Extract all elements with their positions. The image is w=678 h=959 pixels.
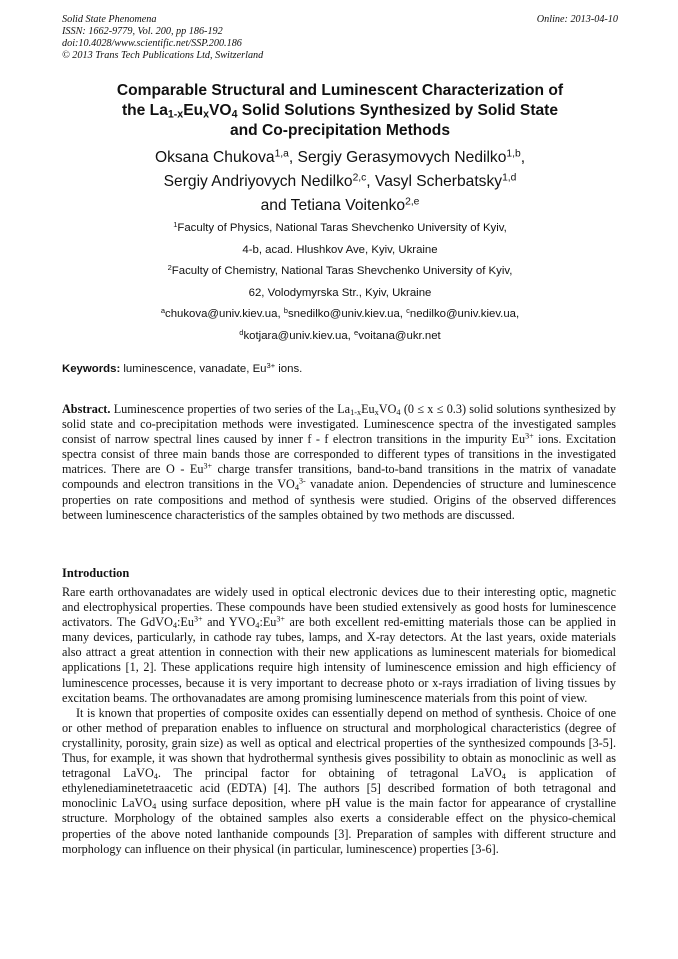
title-line-3: and Co-precipitation Methods — [229, 122, 451, 139]
author-name: , Sergiy Gerasymovych Nedilko — [288, 149, 507, 166]
paragraph: It is known that properties of composite oxides can essentially depend on method of synthesis. Choice of one or other method of preparation enables to influence on structural and morphological characteristics (degree of crystallinity, porosity, grain size) as well as optical and electrical properties of the synthesized compounds [3-5]. Thus, for example, it was shown that hydrothermal synthesis gives possibility to obtain as monoclinic as well as tetragonal LaVO$_4$. The principal factor for obtaining of tetragonal LaVO$_4$ is application of ethylenediaminetetraacetic acid (EDTA) [4]. The authors [5] described formation of both tetragonal and monoclinic LaVO$_4$ using surface deposition, where pH value is the main factor for appearance of crystalline structure. Morphology of the obtained samples also exerts a considerable effect on the physico-chemical properties of the above noted lanthanide compounds [3]. Preparation of samples with different structure and morphology can influence on their physical (in particular, luminescence) properties [3-6]. — [62, 705, 617, 856]
keywords: Keywords: luminescence, vanadate, $Eu^{3+}$ ions. — [62, 360, 303, 375]
affiliation-1: $^1$Faculty of Physics, National Taras Shevchenko University of Kyiv, — [173, 219, 507, 234]
paper-title — [62, 81, 618, 141]
doi-line: doi:10.4028/www.scientific.net/SSP.200.186 — [62, 38, 242, 49]
abstract: Abstract. Luminescence properties of two series of the $La_{1-x}Eu_xVO_4$ (0 ≤ x ≤ 0.3) solid solutions synthesized by solid state and co-precipitation methods were investigated. Luminescence spectra of the investigated samples consist of narrow spectral lines caused by inner f - f electron transitions in the impurity $Eu^{3+}$ ions. Excitation spectra consist of three main bands those are corresponded to different types of transitions in the investigated matrices. There are O - $Eu^{3+}$ charge transfer transitions, band-to-band transitions in the matrix of vanadate compounds and electron transitions in the $VO_4^{3-}$ vanadate anion. Dependencies of structure and luminescence properties on rate compositions and method of synthesis were studied. Origins of the observed differences between luminescence characteristics of the samples obtained by two methods are discussed. — [62, 402, 616, 522]
abstract-label: Abstract. — [62, 402, 111, 416]
author-name: Sergiy Andriyovych Nedilko — [163, 173, 353, 190]
email-link: nedilko@univ.kiev.ua, — [409, 308, 520, 320]
author-line-1: Oksana Chukova$^{1,a}$, Sergiy Gerasymovych Nedilko$^{1,b}$, — [154, 148, 526, 166]
introduction-body — [62, 585, 616, 857]
author-name: , Vasyl Scherbatsky — [366, 173, 503, 190]
email-line-2: $^d$kotjara@univ.kiev.ua, $^e$voitana@ukr.net — [239, 327, 441, 342]
copyright-line: © 2013 Trans Tech Publications Ltd, Switzerland — [62, 50, 264, 61]
journal-name: Solid State Phenomena — [62, 14, 157, 25]
affiliation-2-address: 62, Volodymyrska Str., Kyiv, Ukraine — [248, 286, 432, 299]
title-line-2: the $La_{1-x}Eu_xVO_4$ Solid Solutions Synthesized by Solid State — [121, 102, 559, 121]
email-link: voitana@ukr.net — [358, 329, 441, 342]
author-list — [62, 146, 618, 218]
affiliation-1-address: 4-b, acad. Hlushkov Ave, Kyiv, Ukraine — [242, 243, 438, 256]
affiliation-2: $^2$Faculty of Chemistry, National Taras Shevchenko University of Kyiv, — [167, 262, 513, 277]
email-link: chukova@univ.kiev.ua, — [165, 308, 284, 320]
section-heading-introduction: Introduction — [62, 566, 130, 580]
paragraph: Rare earth orthovanadates are widely used in optical electronic devices due to their interesting optic, magnetic and electrophysical properties. These compounds have been studied extensively as good hosts for luminescence activators. The $GdVO_4:Eu^{3+}$ and $YVO_4:Eu^{3+}$ are both excellent red-emitting materials those can be applied in many devices, particularly, in cathode ray tubes, lamps, and X-ray detectors. At the last years, oxide materials also attract a great attention in connection with their new applications as luminescent materials for biomedical applications [1, 2]. These applications require high intensity of luminescence emission and high efficiency of luminescence processes, because it is very important to decrease photo or x-rays irradiation of living tissues by excitation beams. The orthovanadates are among promising luminescence materials from this point of view. — [62, 585, 616, 705]
author-name: and Tetiana Voitenko — [260, 197, 406, 214]
affiliations — [62, 218, 618, 347]
email-link: kotjara@univ.kiev.ua, — [243, 329, 355, 342]
online-date: Online: 2013-04-10 — [536, 14, 618, 25]
author-line-2: Sergiy Andriyovych Nedilko$^{2,c}$, Vasyl Scherbatsky$^{1,d}$ — [163, 172, 517, 190]
email-link: snedilko@univ.kiev.ua, — [287, 308, 407, 320]
author-line-3: and Tetiana Voitenko$^{2,e}$ — [260, 196, 420, 214]
email-line-1: $^a$chukova@univ.kiev.ua, $^b$snedilko@univ.kiev.ua, $^c$nedilko@univ.kiev.ua, — [160, 305, 520, 320]
keywords-label: Keywords: — [62, 363, 121, 375]
issn-line: ISSN: 1662-9779, Vol. 200, pp 186-192 — [62, 26, 223, 37]
title-line-1: Comparable Structural and Luminescent Characterization of — [116, 82, 564, 99]
author-name: Oksana Chukova — [154, 149, 275, 166]
journal-header — [62, 14, 618, 62]
